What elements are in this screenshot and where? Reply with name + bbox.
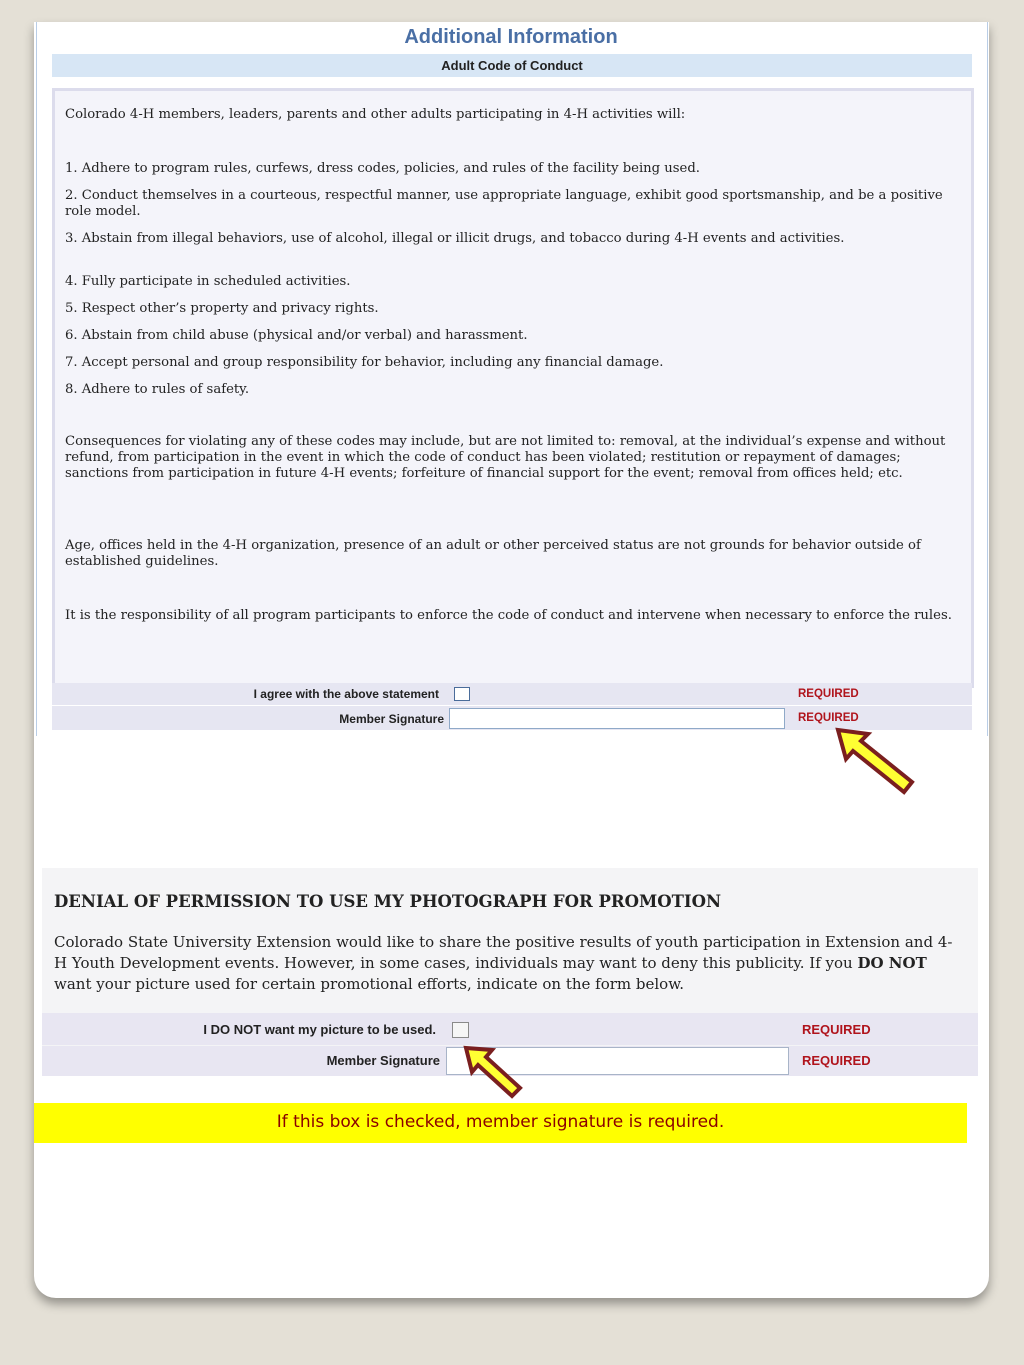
- photo-permission-text: [54, 932, 954, 995]
- deny-photo-required-label: REQUIRED: [802, 1022, 871, 1037]
- photo-permission-heading: DENIAL OF PERMISSION TO USE MY PHOTOGRAPH FOR PROMOTION: [54, 892, 722, 911]
- rule-item: 4. Fully participate in scheduled activities.: [65, 274, 351, 289]
- age-statement-text: Age, offices held in the 4-H organization, presence of an adult or other perceived status are not grounds for behavior outside of established guidelines.: [65, 538, 921, 569]
- section-header: Adult Code of Conduct: [52, 54, 972, 77]
- photo-text-part: Colorado State University Extension would like to share the positive results of youth participation in Extension and 4-H Youth Development events. However, in some cases, individuals may want to deny this publicity. If you: [54, 933, 953, 972]
- deny-photo-checkbox[interactable]: [452, 1022, 469, 1038]
- rule-item: 6. Abstain from child abuse (physical and/or verbal) and harassment.: [65, 328, 528, 343]
- code-of-conduct-text: [52, 88, 974, 688]
- responsibility-text: It is the responsibility of all program participants to enforce the code of conduct and intervene when necessary to enforce the rules.: [65, 608, 952, 623]
- arrow-pointer-icon: [462, 1044, 524, 1100]
- rule-item: 8. Adhere to rules of safety.: [65, 382, 250, 397]
- deny-photo-label: I DO NOT want my picture to be used.: [203, 1022, 436, 1037]
- member-signature-input[interactable]: [449, 708, 785, 729]
- agree-row: [52, 683, 972, 705]
- photo-text-part: want your picture used for certain promotional efforts, indicate on the form below.: [54, 975, 685, 993]
- rule-item: 2. Conduct themselves in a courteous, respectful manner, use appropriate language, exhibit good sportsmanship, and be a positive role model.: [65, 188, 943, 219]
- signature-required-label: REQUIRED: [798, 712, 859, 724]
- required-note: If this box is checked, member signature is required.: [34, 1103, 967, 1143]
- code-of-conduct-panel: [36, 22, 988, 736]
- intro-text: Colorado 4-H members, leaders, parents and other adults participating in 4-H activities will:: [65, 107, 686, 122]
- photo-text-bold: DO NOT: [857, 954, 927, 972]
- rule-item: 3. Abstain from illegal behaviors, use of alcohol, illegal or illicit drugs, and tobacco during 4-H events and activities.: [65, 231, 845, 246]
- rule-item: 7. Accept personal and group responsibility for behavior, including any financial damage.: [65, 355, 664, 370]
- deny-photo-row: [42, 1013, 978, 1045]
- agree-checkbox[interactable]: [454, 687, 470, 701]
- signature-label: Member Signature: [339, 712, 444, 726]
- page-title: Additional Information: [404, 26, 618, 48]
- arrow-pointer-icon: [832, 726, 916, 796]
- agree-required-label: REQUIRED: [798, 688, 859, 700]
- rule-item: 1. Adhere to program rules, curfews, dress codes, policies, and rules of the facility being used.: [65, 161, 700, 176]
- photo-signature-required-label: REQUIRED: [802, 1053, 871, 1068]
- consequences-text: Consequences for violating any of these codes may include, but are not limited to: removal, at the individual’s expense and without refund, from participation in the event in which the code of conduct has been violated; restitution or repayment of damages; sanctions from participation in future 4-H events; forfeiture of financial support for the event; removal from offices held; etc.: [65, 434, 946, 481]
- photo-signature-label: Member Signature: [326, 1053, 440, 1068]
- rule-item: 5. Respect other’s property and privacy rights.: [65, 301, 379, 316]
- agree-label: I agree with the above statement: [253, 687, 439, 701]
